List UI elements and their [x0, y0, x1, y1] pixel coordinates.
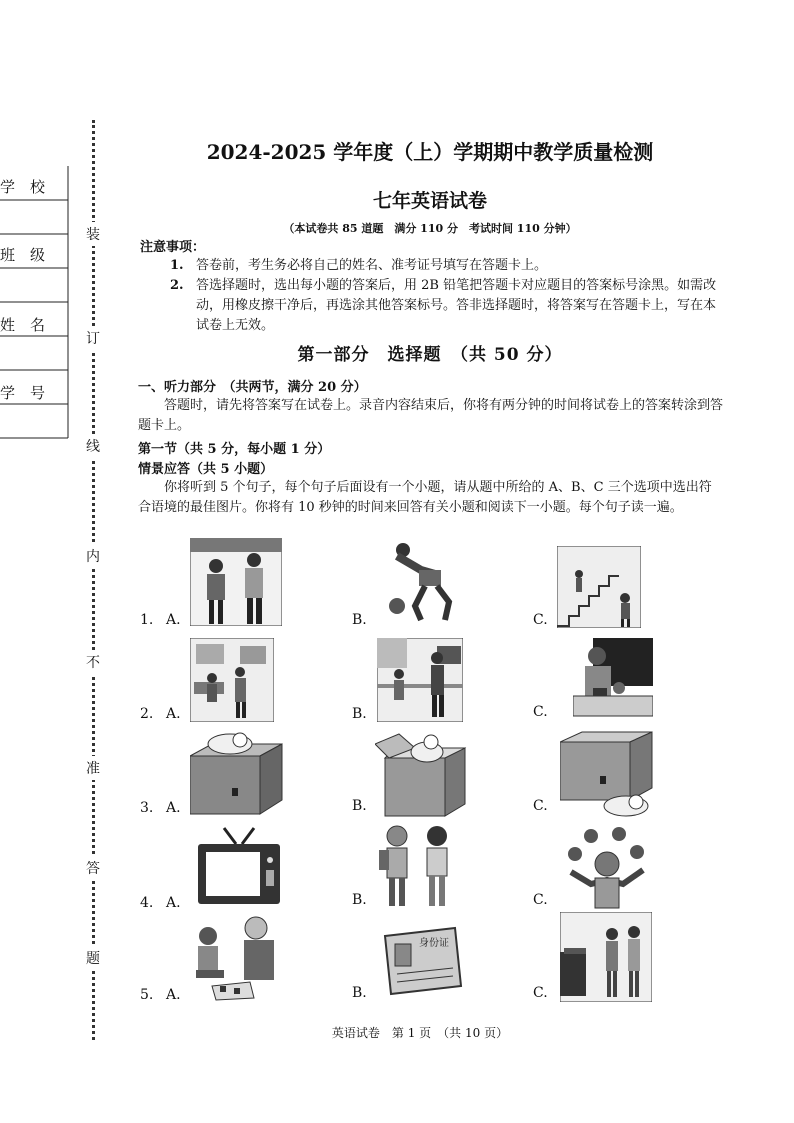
question-number: 5. — [140, 987, 154, 1003]
students-in-classroom-image — [190, 638, 274, 722]
option-label: C. — [533, 892, 548, 908]
boy-juggling-apples-image — [563, 822, 651, 910]
id-card-image — [375, 922, 465, 1000]
question-number: 4. — [140, 895, 154, 911]
binding-char: 题 — [86, 946, 100, 970]
question-number: 1. — [140, 612, 154, 628]
option-label: A. — [166, 895, 181, 911]
id-label-1: 学 — [0, 384, 16, 402]
binding-char: 内 — [86, 544, 100, 568]
id-label-2: 号 — [30, 384, 46, 402]
binding-char: 线 — [86, 434, 100, 458]
question-number: 2. — [140, 706, 154, 722]
class-label-1: 班 — [0, 246, 16, 264]
id-card-badge: 身份证 — [419, 938, 449, 949]
school-label-2: 校 — [30, 178, 46, 196]
cat-under-box-image — [560, 730, 654, 818]
binding-char: 准 — [86, 756, 100, 780]
page-footer: 英语试卷 第 1 页 （共 10 页） — [331, 1026, 509, 1040]
notes-heading: 注意事项： — [140, 240, 206, 255]
note-number: 1. — [170, 258, 184, 273]
option-label: C. — [533, 985, 548, 1001]
two-people-by-piano-image — [560, 912, 652, 1002]
school-label-1: 学 — [0, 178, 16, 196]
teacher-at-blackboard-image — [573, 638, 653, 718]
name-label-1: 姓 — [0, 316, 16, 334]
part-title: 第一部分 选择题 （共 50 分） — [297, 345, 563, 365]
option-label: B. — [352, 706, 367, 722]
option-label: C. — [533, 704, 548, 720]
cat-on-box-image — [190, 730, 286, 816]
option-label: A. — [166, 987, 181, 1003]
binding-dotted-line — [92, 120, 95, 1040]
option-label: A. — [166, 612, 181, 628]
scene-heading: 情景应答（共 5 小题） — [138, 462, 274, 477]
cat-in-box-image — [375, 728, 467, 820]
binding-char: 订 — [86, 326, 100, 350]
note-number: 2. — [170, 278, 184, 293]
teacher-at-stairs-image — [557, 546, 641, 628]
binding-char: 不 — [86, 650, 100, 674]
option-label: C. — [533, 612, 548, 628]
option-label: C. — [533, 798, 548, 814]
note-text: 答卷前，考生务必将自己的姓名、准考证号填写在答题卡上。 — [196, 258, 548, 273]
class-label-2: 级 — [30, 246, 46, 264]
exam-title: 2024-2025 学年度（上）学期期中教学质量检测 — [206, 140, 654, 164]
grandpa-and-boy-playing-chess-image — [190, 912, 286, 1002]
note-text: 答选择题时，选出每小题的答案后，用 2B 铅笔把答题卡对应题目的答案标号涂黑。如需改动，用橡皮擦干净后，再选涂其他答案标号。答非选择题时，将答案写在答题卡上，写在本试卷上无效。 — [196, 278, 717, 333]
binding-char: 答 — [86, 856, 100, 880]
question-number: 3. — [140, 800, 154, 816]
two-students-talking-image — [190, 538, 282, 626]
binding-char: 装 — [86, 222, 100, 246]
option-label: B. — [352, 985, 367, 1001]
television-image — [196, 826, 282, 908]
scene-instruction: 你将听到 5 个句子，每个句子后面设有一个小题，请从题中所给的 A、B、C 三个选项中选出符合语境的最佳图片。你将有 10 秒钟的时间来回答有关小题和阅读下一小题。每个句子读一遍。 — [138, 480, 712, 515]
note-item — [170, 276, 725, 336]
listening-instruction: 答题时，请先将答案写在试卷上。录音内容结束后，你将有两分钟的时间将试卷上的答案转涂到答题卡上。 — [138, 398, 724, 433]
info-table-lines — [0, 166, 70, 441]
option-label: A. — [166, 800, 181, 816]
option-label: A. — [166, 706, 181, 722]
exam-meta: （本试卷共 85 道题 满分 110 分 考试时间 110 分钟） — [283, 222, 577, 235]
listening-heading: 一、听力部分 （共两节，满分 20 分） — [138, 380, 367, 395]
name-label-2: 名 — [30, 316, 46, 334]
two-kids-with-backpacks-image — [375, 820, 463, 910]
option-label: B. — [352, 798, 367, 814]
section1-heading: 第一节（共 5 分，每小题 1 分） — [138, 442, 331, 457]
teacher-and-student-image — [377, 638, 463, 722]
boy-playing-basketball-image — [375, 540, 461, 624]
option-label: B. — [352, 612, 367, 628]
note-item — [170, 256, 725, 276]
exam-subtitle: 七年英语试卷 — [372, 190, 487, 212]
option-label: B. — [352, 892, 367, 908]
